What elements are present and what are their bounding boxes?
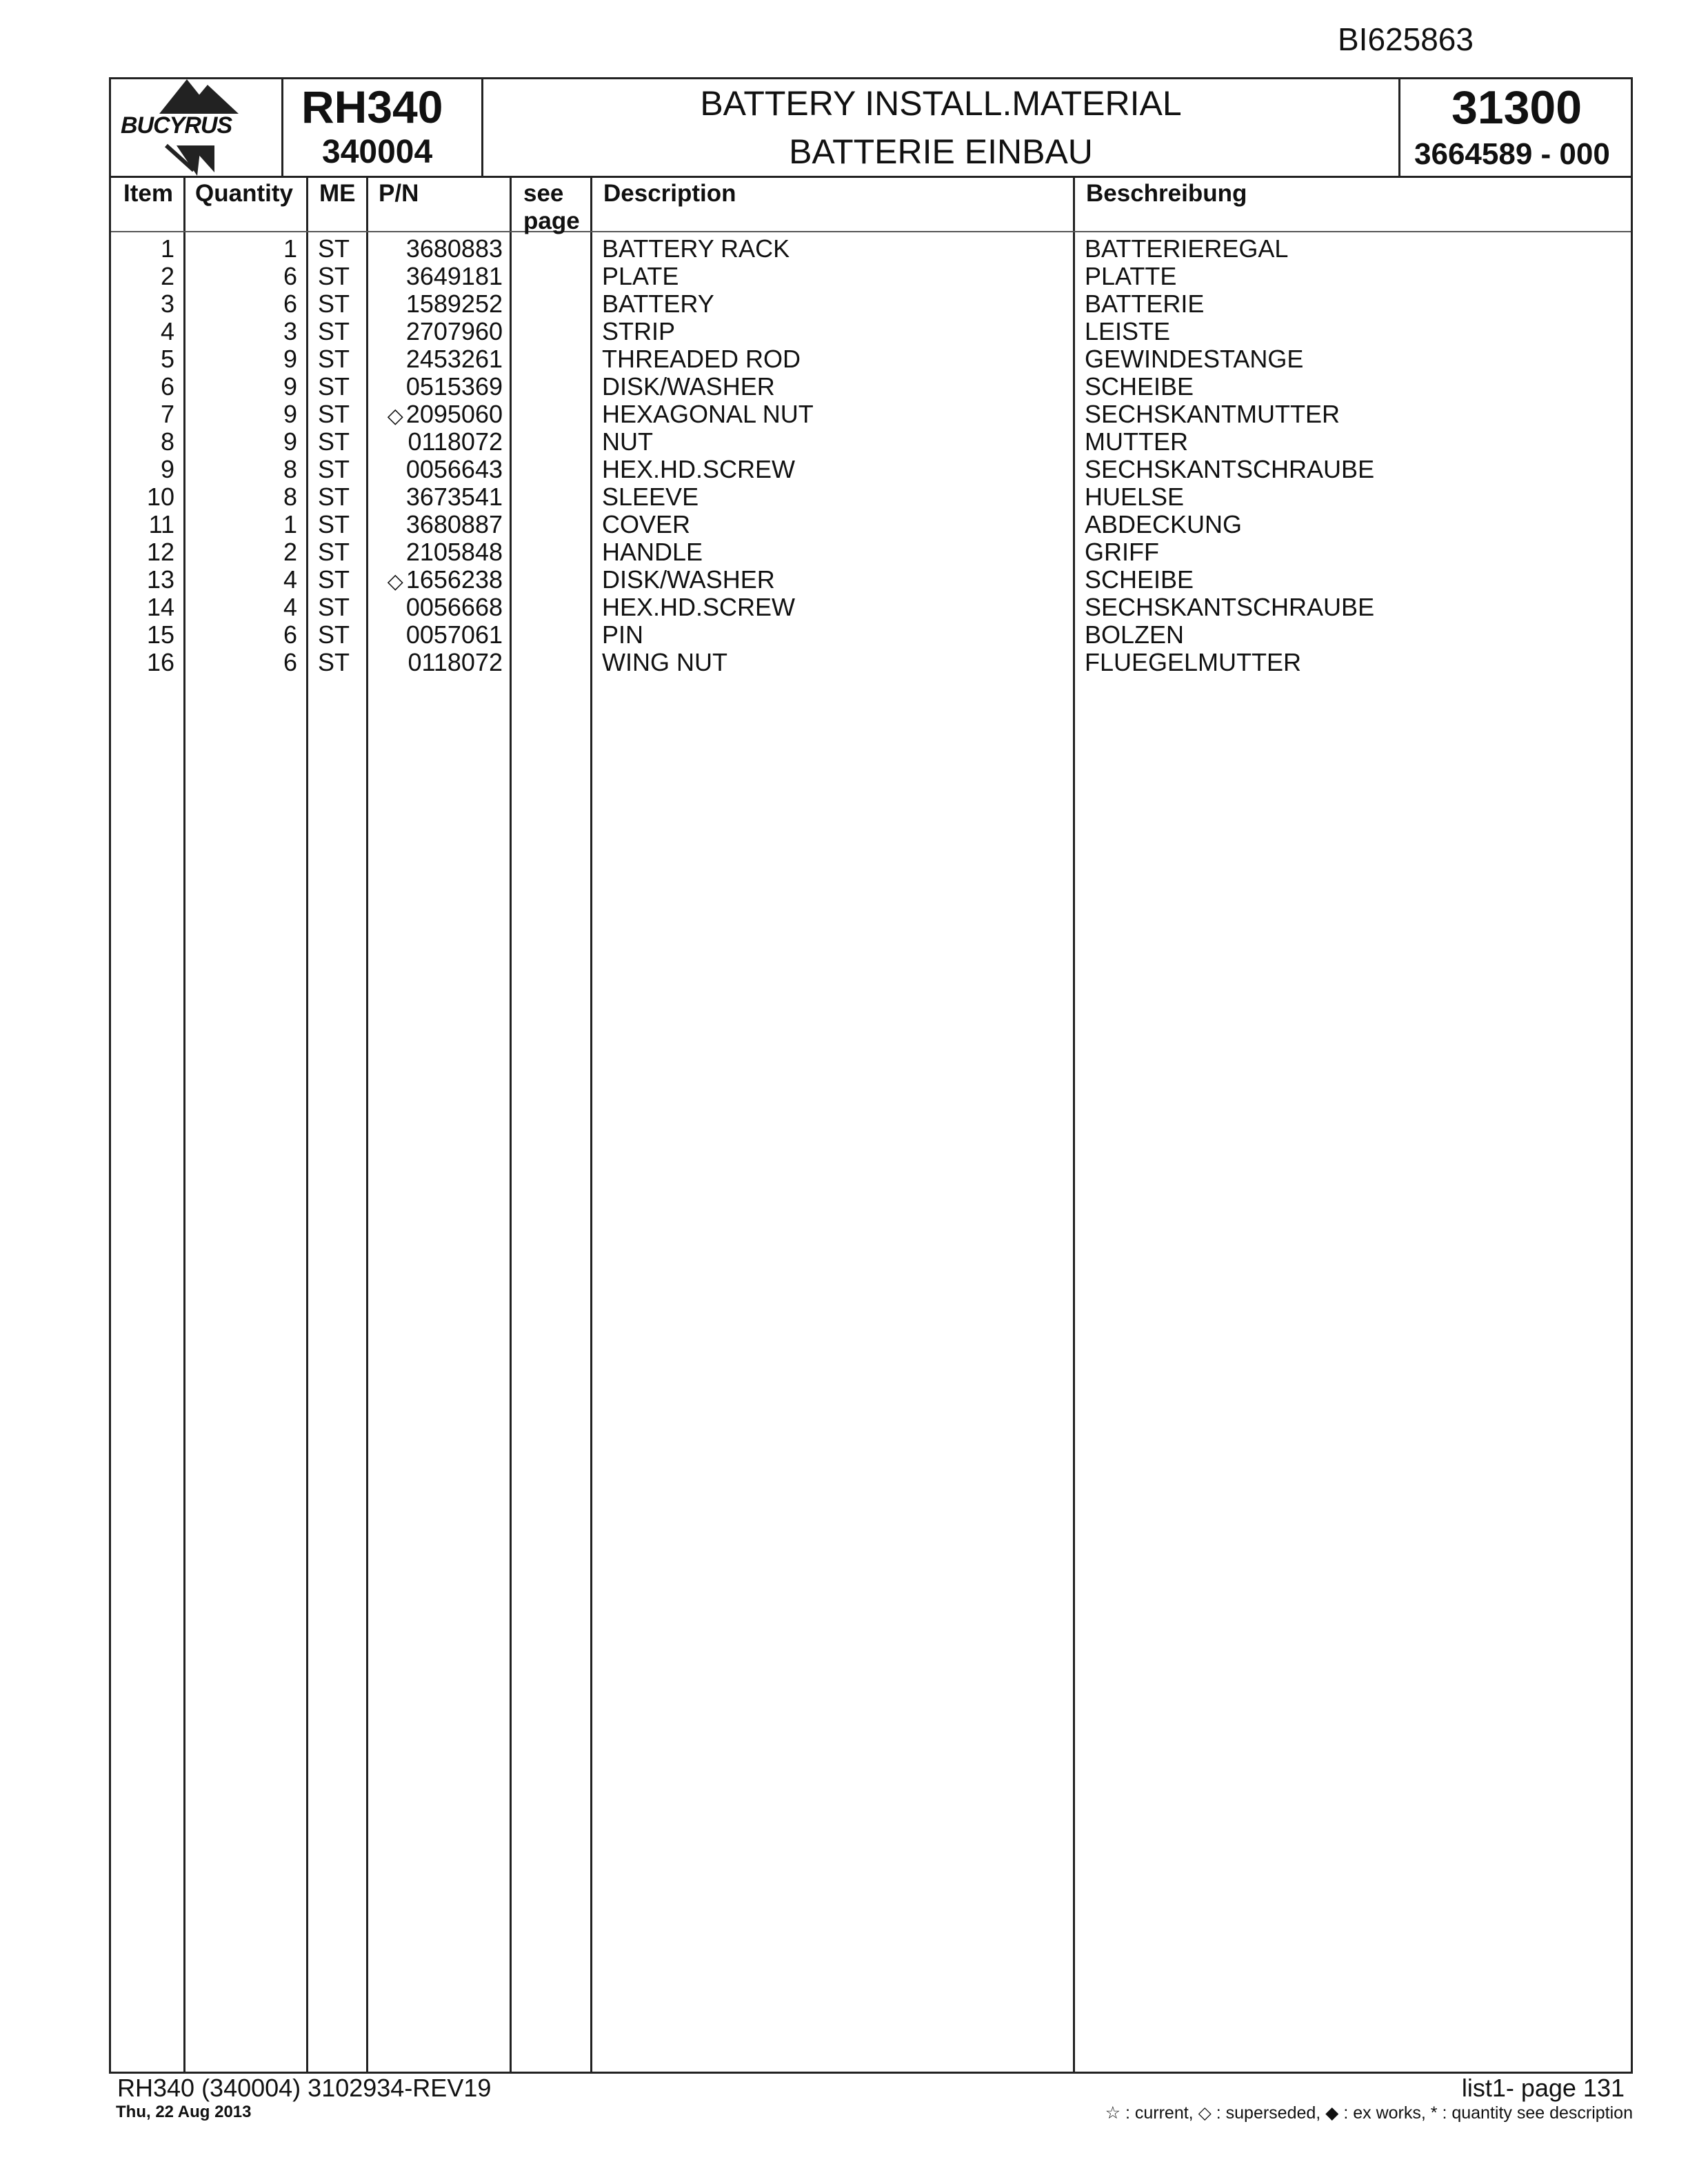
item-cell: 11	[148, 510, 174, 538]
part-number-cell: 0057061	[405, 620, 503, 649]
item-cell: 15	[146, 620, 174, 649]
table-row	[111, 649, 1631, 676]
quantity-cell: 4	[283, 593, 297, 621]
quantity-cell: 3	[283, 317, 297, 345]
quantity-cell: 9	[283, 400, 297, 428]
part-number-cell: 0118072	[408, 427, 503, 456]
item-cell: 5	[160, 345, 174, 373]
group-number: 31300	[1451, 81, 1582, 134]
column-header-quantity: Quantity	[195, 180, 293, 207]
item-cell: 13	[146, 565, 174, 594]
unit-cell: ST	[318, 538, 350, 566]
table-row	[111, 511, 1631, 538]
document-id: BI625863	[1338, 21, 1474, 57]
beschreibung-cell: SCHEIBE	[1085, 565, 1194, 594]
column-header-see-page: see page	[523, 180, 580, 234]
table-row	[111, 456, 1631, 483]
unit-cell: ST	[318, 400, 350, 428]
beschreibung-cell: GEWINDESTANGE	[1085, 345, 1304, 373]
beschreibung-cell: SECHSKANTSCHRAUBE	[1085, 593, 1375, 621]
quantity-cell: 9	[283, 372, 297, 401]
superseded-icon: ◇	[387, 570, 403, 593]
unit-cell: ST	[318, 648, 350, 676]
part-number-cell: 3649181	[405, 262, 503, 290]
part-number-cell: 0056668	[405, 593, 503, 621]
quantity-cell: 6	[283, 648, 297, 676]
unit-cell: ST	[318, 372, 350, 401]
quantity-cell: 9	[283, 345, 297, 373]
description-cell: SLEEVE	[602, 483, 699, 511]
model-number: RH340	[301, 81, 443, 132]
item-cell: 6	[160, 372, 174, 401]
item-cell: 14	[146, 593, 174, 621]
column-header-item: Item	[123, 180, 173, 207]
beschreibung-cell: MUTTER	[1085, 427, 1188, 456]
item-cell: 12	[146, 538, 174, 566]
part-number-text: 2095060	[405, 400, 503, 428]
logo-box	[111, 79, 283, 176]
unit-cell: ST	[318, 510, 350, 538]
table-row	[111, 401, 1631, 428]
title-german: BATTERIE EINBAU	[789, 132, 1093, 171]
description-cell: PLATE	[602, 262, 679, 290]
beschreibung-cell: SECHSKANTSCHRAUBE	[1085, 455, 1375, 483]
quantity-cell: 9	[283, 427, 297, 456]
description-cell: HEX.HD.SCREW	[602, 593, 796, 621]
column-header-beschreibung: Beschreibung	[1086, 180, 1247, 207]
item-cell: 1	[160, 234, 174, 263]
table-row	[111, 483, 1631, 511]
unit-cell: ST	[318, 262, 350, 290]
parts-list-frame	[109, 77, 1633, 2074]
column-header-description: Description	[603, 180, 736, 207]
description-cell: PIN	[602, 620, 644, 649]
item-cell: 4	[160, 317, 174, 345]
part-number-cell: 0056643	[405, 455, 503, 483]
part-number-cell: 3673541	[405, 483, 503, 511]
column-header-pn: P/N	[379, 180, 419, 207]
beschreibung-cell: ABDECKUNG	[1085, 510, 1243, 538]
description-cell: COVER	[602, 510, 691, 538]
table-row	[111, 235, 1631, 263]
description-cell: HANDLE	[602, 538, 703, 566]
quantity-cell: 6	[283, 620, 297, 649]
quantity-cell: 8	[283, 483, 297, 511]
item-cell: 8	[160, 427, 174, 456]
table-row	[111, 373, 1631, 401]
item-cell: 3	[160, 290, 174, 318]
beschreibung-cell: GRIFF	[1085, 538, 1159, 566]
item-cell: 16	[146, 648, 174, 676]
part-number-cell: 2105848	[405, 538, 503, 566]
table-row	[111, 538, 1631, 566]
quantity-cell: 2	[283, 538, 297, 566]
quantity-cell: 6	[283, 262, 297, 290]
part-number-cell: 2707960	[405, 317, 503, 345]
unit-cell: ST	[318, 290, 350, 318]
beschreibung-cell: PLATTE	[1085, 262, 1177, 290]
table-row	[111, 594, 1631, 621]
beschreibung-cell: HUELSE	[1085, 483, 1185, 511]
description-cell: BATTERY	[602, 290, 714, 318]
part-number-text: 1656238	[405, 565, 503, 594]
quantity-cell: 8	[283, 455, 297, 483]
table-row	[111, 566, 1631, 594]
table-row	[111, 345, 1631, 373]
description-cell: NUT	[602, 427, 653, 456]
item-cell: 10	[146, 483, 174, 511]
footer-document-ref: RH340 (340004) 3102934-REV19	[117, 2074, 492, 2102]
unit-cell: ST	[318, 345, 350, 373]
item-cell: 2	[160, 262, 174, 290]
group-part-number: 3664589 - 000	[1414, 137, 1610, 171]
description-cell: WING NUT	[602, 648, 727, 676]
unit-cell: ST	[318, 620, 350, 649]
part-number-cell: 1589252	[405, 290, 503, 318]
part-number-cell: 0118072	[408, 648, 503, 676]
part-number-cell: 3680887	[405, 510, 503, 538]
description-cell: BATTERY RACK	[602, 234, 790, 263]
description-cell: DISK/WASHER	[602, 372, 775, 401]
table-row	[111, 318, 1631, 345]
model-serial: 340004	[322, 134, 433, 170]
description-cell: HEX.HD.SCREW	[602, 455, 796, 483]
quantity-cell: 1	[283, 234, 297, 263]
quantity-cell: 6	[283, 290, 297, 318]
description-cell: THREADED ROD	[602, 345, 801, 373]
part-number-cell: 3680883	[405, 234, 503, 263]
unit-cell: ST	[318, 455, 350, 483]
description-cell: STRIP	[602, 317, 676, 345]
beschreibung-cell: FLUEGELMUTTER	[1085, 648, 1302, 676]
part-number-cell: 2453261	[405, 345, 503, 373]
beschreibung-cell: BOLZEN	[1085, 620, 1185, 649]
quantity-cell: 1	[283, 510, 297, 538]
unit-cell: ST	[318, 483, 350, 511]
group-box	[1400, 79, 1633, 176]
table-row	[111, 290, 1631, 318]
logo-wordmark: BUCYRUS	[121, 112, 232, 139]
part-number-cell	[373, 566, 503, 596]
table-row	[111, 621, 1631, 649]
footer-legend: ☆ : current, ◇ : superseded, ◆ : ex works, * : quantity see description	[1105, 2103, 1633, 2123]
model-box	[283, 79, 483, 176]
table-row	[111, 263, 1631, 290]
unit-cell: ST	[318, 565, 350, 594]
part-number-cell: 0515369	[405, 372, 503, 401]
title-box	[483, 79, 1400, 176]
item-cell: 9	[160, 455, 174, 483]
unit-cell: ST	[318, 317, 350, 345]
quantity-cell: 4	[283, 565, 297, 594]
footer-date: Thu, 22 Aug 2013	[116, 2103, 252, 2121]
table-row	[111, 428, 1631, 456]
column-header-divider	[111, 231, 1631, 232]
part-number-cell	[373, 401, 503, 430]
unit-cell: ST	[318, 234, 350, 263]
title-english: BATTERY INSTALL.MATERIAL	[700, 84, 1182, 123]
column-header-me: ME	[319, 180, 356, 207]
unit-cell: ST	[318, 427, 350, 456]
beschreibung-cell: SCHEIBE	[1085, 372, 1194, 401]
description-cell: HEXAGONAL NUT	[602, 400, 814, 428]
beschreibung-cell: SECHSKANTMUTTER	[1085, 400, 1340, 428]
beschreibung-cell: BATTERIEREGAL	[1085, 234, 1289, 263]
superseded-icon: ◇	[387, 405, 403, 427]
description-cell: DISK/WASHER	[602, 565, 775, 594]
beschreibung-cell: LEISTE	[1085, 317, 1171, 345]
beschreibung-cell: BATTERIE	[1085, 290, 1205, 318]
footer-page-number: list1- page 131	[1461, 2074, 1625, 2102]
header-divider	[111, 176, 1631, 178]
unit-cell: ST	[318, 593, 350, 621]
item-cell: 7	[160, 400, 174, 428]
